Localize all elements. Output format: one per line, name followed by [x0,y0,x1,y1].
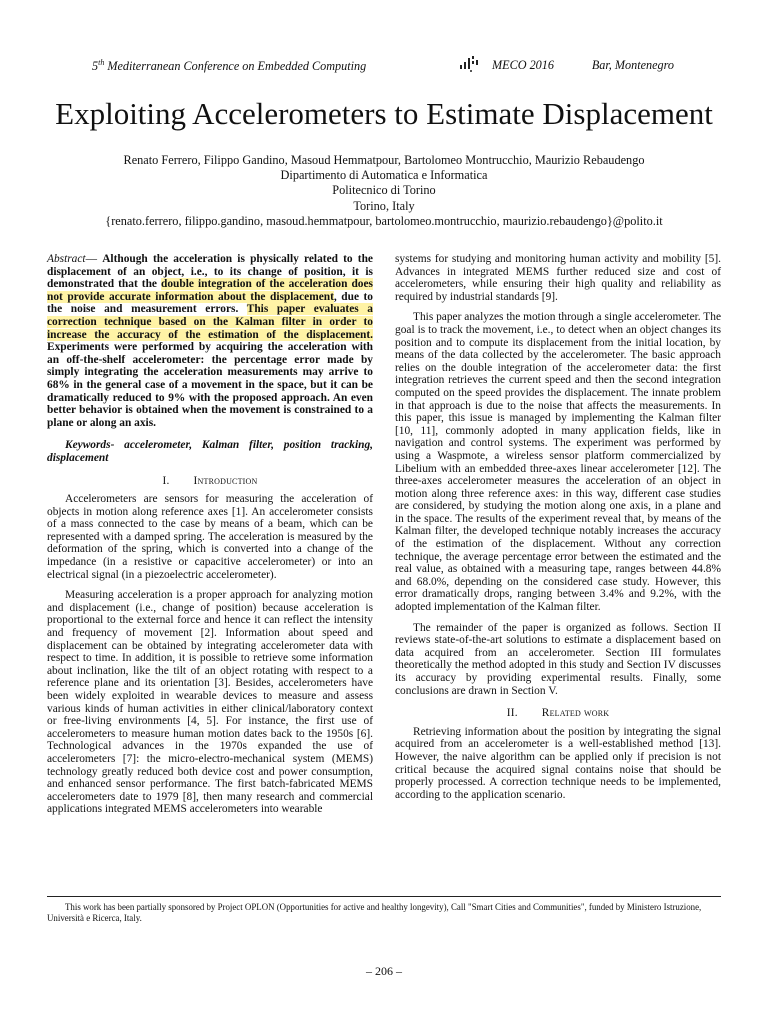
intro-paragraph-5: The remainder of the paper is organized as follows. Section II reviews state-of-the-art solutions to estimate a displacement based on data acquired from an accelerometer. Section III formulates theoretically the method adopted in this study and Section IV discusses its accuracy by providing experimental results. Finally, some conclusions are drawn in Section V. [395,621,721,697]
section-title: Introduction [193,474,258,487]
right-column [395,253,721,801]
funding-footnote: This work has been partially sponsored by Project OPLON (Opportunities for active and healthy longevity), Call "Smart Cities and Communities", funded by Ministero Istruzione, Università e Ricerca, Italy. [47,902,702,923]
conference-location: Bar, Montenegro [591,58,674,72]
conference-acronym: MECO 2016 [492,58,554,72]
abstract-text-2: , due to the noise and measurement errors. [47,290,373,316]
section-title: Related work [541,707,610,720]
page-number: – 206 – [366,964,402,978]
intro-paragraph-1: Accelerometers are sensors for measuring the acceleration of objects in motion along reference axes [1]. An accelerometer consists of a mass connected to the case by means of a beam, which can be represented with a damped spring. The acceleration is measured by the deformation of the spring, which is converted into a change of the impedance (in a resistive or capacitive accelerometer) or into an electrical signal (in a piezoelectric accelerometer). [47,493,373,581]
footnote-rule [47,896,721,897]
section-heading-related-work [395,707,721,720]
intro-paragraph-2: Measuring acceleration is a proper approach for analyzing motion and displacement (i.e., change of position) because acceleration is proportional to the external force and hence it can reflect the intensity and frequency of movement [2]. Information about speed and displacement can be obtained by integrating accelerometer data with respect to time. In addition, it is possible to retrieve some information about inclination, like the tilt of an object rotating with respect to a reference plane and its orientation [3]. Besides, accelerometers have been widely exploited in wearable devices to measure and assess various kinds of human activities in either clinical/laboratory context or free-living environments [4, 5]. For instance, the first use of accelerometers to measure human motion dates back to the 1950s [6]. Technological advances in the 1970s expanded the use of accelerometers [7]: the micro-electro-mechanical system (MEMS) technology greatly reduced both device cost and power consumption, and enhanced sensor performance. The first batch-fabricated MEMS accelerometers date to 1979 [8], then many research and commercial applications integrated MEMS accelerometers into wearable [47,589,373,816]
conference-ordinal: 5 [92,59,99,74]
author-block [0,153,768,229]
abstract-dash: — [85,253,103,265]
section-heading-introduction [47,475,373,488]
author-institution: Politecnico di Torino [332,183,436,198]
paper-title: Exploiting Accelerometers to Estimate Displacement [55,96,713,131]
author-emails: {renato.ferrero, filippo.gandino, masoud.hemmatpour, bartolomeo.montrucchio, maurizio.rebaudengo}@polito.it [105,213,663,228]
conference-name [92,58,366,74]
abstract-highlight-2: This paper evaluates a correction technique based on the Kalman filter in order to increase the accuracy of the estimation of the displacement. [47,303,374,341]
author-city: Torino, Italy [353,198,415,213]
meco-logo-icon [458,55,482,73]
conference-ordinal-suffix: th [98,58,105,67]
section-number: I. [162,474,170,487]
intro-paragraph-3-continued: systems for studying and monitoring human activity and mobility [5]. Advances in integrated MEMS further reduced size and cost of accelerometers, while ensuring their high quality and reliability as required by industrial standards [9]. [395,253,721,303]
related-paragraph-1: Retrieving information about the position by integrating the signal acquired from an accelerometer is a well-established method [13]. However, the naive algorithm can be applied only if precision is not critical because the acquired signal contains noise that should be properly processed. A correction technique needs to be implemented, according to the application scenario. [395,725,721,801]
author-names: Renato Ferrero, Filippo Gandino, Masoud Hemmatpour, Bartolomeo Montrucchio, Maurizio Rebaudengo [123,153,645,167]
section-number: II. [506,707,518,720]
abstract-highlight-1: double integration of the acceleration does not provide accurate information about the displacement [47,278,373,303]
abstract-text-1: Although the acceleration is physically related to the displacement of an object, i.e., to its change of position, it is demonstrated that the [47,253,373,291]
keywords: Keywords- accelerometer, Kalman filter, position tracking, displacement [47,439,373,464]
conference-title: Mediterranean Conference on Embedded Computing [107,59,367,74]
author-department: Dipartimento di Automatica e Informatica [280,168,488,183]
running-header [50,58,718,74]
left-column [47,253,373,816]
abstract-lead: Abstract [47,253,86,265]
intro-paragraph-4: This paper analyzes the motion through a single accelerometer. The goal is to track the movement, i.e., to detect when an object changes its position and to compute its displacement from the initial location, by means of the data collected by the accelerometer. The basic approach relies on the double integration of the accelerometer data: the first integration retrieves the current speed and then the second integration computed on the speed provides the displacement. The innate problem in that approach is due to the noise that affects the measurements. In this paper, this issue is managed by implementing the Kalman filter [10, 11], commonly adopted in many application fields, like in navigation and control systems. The experiment was performed by using a Waspmote, a wireless sensor platform commercialized by Libelium with an embedded three-axes linear accelerometer [12]. The three-axes accelerometer measures the acceleration of an object in motion along three reference axes: in this way, different case studies are considered, by studying the motion along one axis, in a plane and in the space. The results of the experiment reveal that, by means of the Kalman filter, the developed technique notably increases the accuracy of the estimation of the displacement. Without any correction technique, the average percentage error between the estimated and the real value, as obtained with a measuring tape, ranges between 44.8% and 68.0%, depending on the considered case study. However, this error dramatically drops, ranging between 3.4% and 9.2%, with the adopted implementation of the Kalman filter. [395,311,721,614]
abstract-text-3: Experiments were performed by acquiring the acceleration with an off-the-shelf accelerometer: the percentage error made by simply integrating the acceleration measurements may arrive to 68% in the general case of a movement in the space, but it can be dramatically reduced to 9% with the proposed approach. An even better behavior is obtained when the movement is constrained to a plane or along an axis. [47,341,373,429]
abstract [47,253,373,429]
